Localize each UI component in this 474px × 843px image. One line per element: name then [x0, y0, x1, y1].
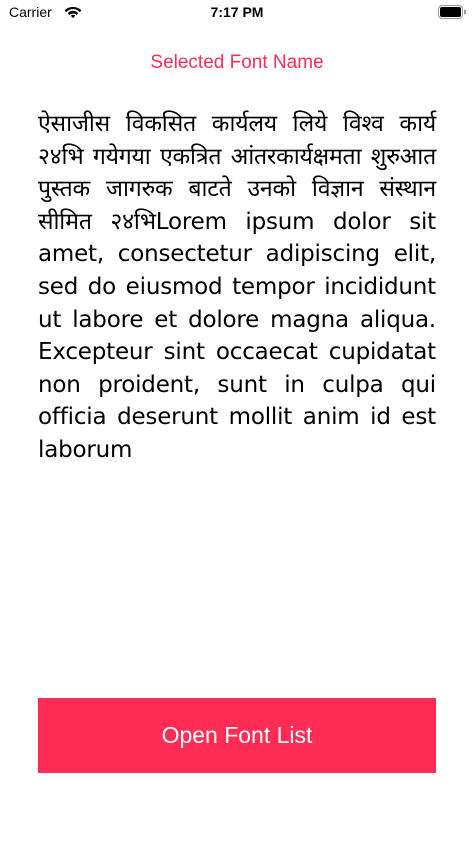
- battery-icon: [438, 5, 466, 19]
- open-font-list-button[interactable]: Open Font List: [38, 698, 436, 773]
- font-sample-text: ऐसाजीस विकसित कार्यलय लिये विश्व कार्य २४भि गयेगया एकत्रित आंतरकार्यक्षमता शुरुआत पुस्तक जागरुक बाटते उनको विज्ञान संस्थान सीमित २४भिLorem ipsum dolor sit amet, consectetur adipiscing elit, sed do eiusmod tempor incididunt ut labore et dolore magna aliqua. Excepteur sint occaecat cupidatat non proident, sunt in culpa qui officia deserunt mollit anim id est laborum: [38, 111, 436, 463]
- selected-font-name: Selected Font Name: [150, 52, 324, 73]
- status-bar: [0, 0, 474, 26]
- carrier-label: Carrier: [9, 4, 52, 20]
- status-time: 7:17 PM: [210, 4, 264, 20]
